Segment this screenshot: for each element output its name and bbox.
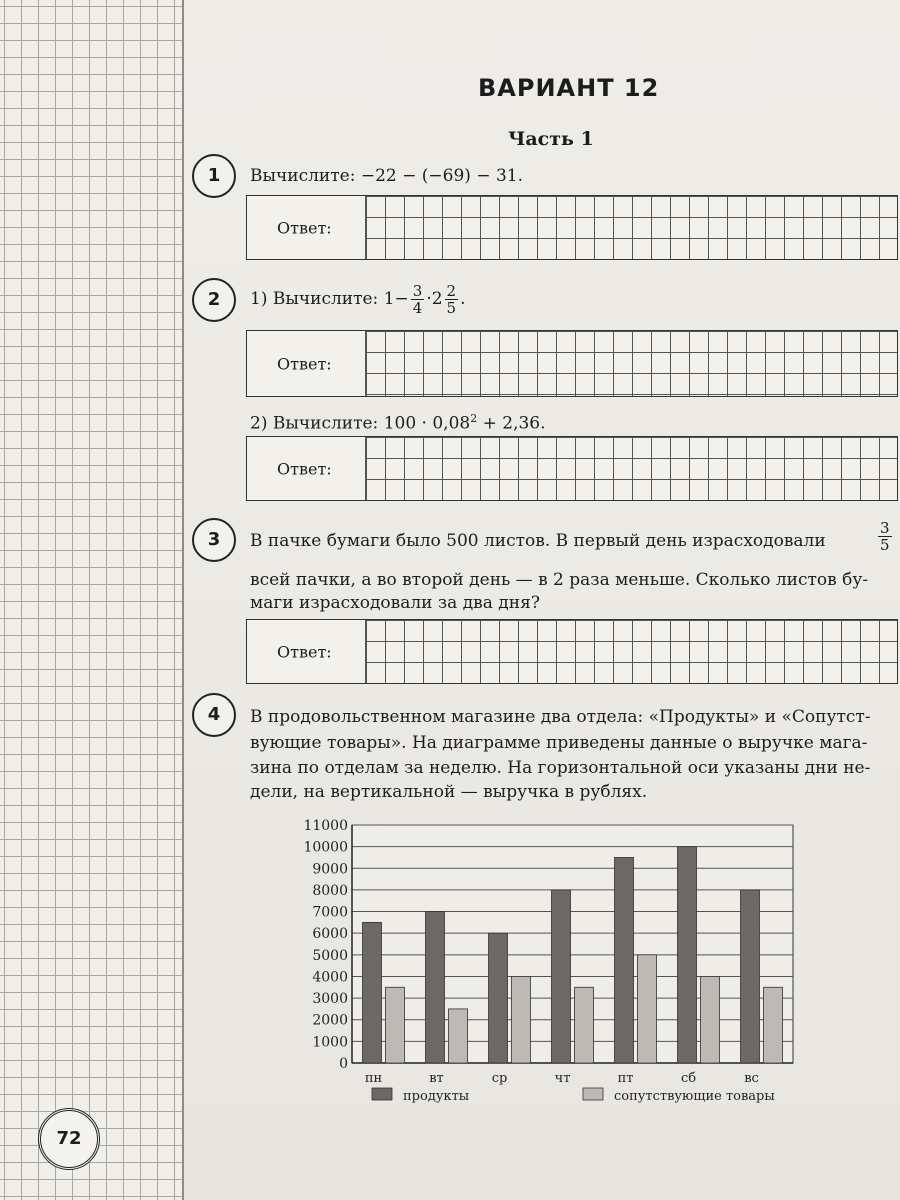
y-tick-label: 7000 [312,904,348,921]
task-1-text: Вычислите: −22 − (−69) − 31. [250,166,523,186]
fraction: $\frac{3}{4}$ [412,282,423,317]
task-4-number: 4 [192,693,236,737]
task-3-number: 3 [192,518,236,562]
task-2-1-answer-box[interactable] [246,330,898,397]
task-4-line3: зина по отделам за неделю. На горизонтальной оси указаны дни не- [250,758,871,778]
answer-cells[interactable] [365,331,897,396]
x-tick-label: пт [617,1071,634,1086]
task-3-line2: всей пачки, а во второй день — в 2 раза меньше. Сколько листов бу- [250,570,869,590]
x-tick-label: сб [680,1071,697,1086]
task-4-line4: дели, на вертикальной — выручка в рублях. [250,782,648,802]
task-2-part2: 2) Вычислите: $100 \cdot 0,08^2 + 2,36$. [250,412,546,434]
margin-grid [0,0,184,1200]
y-tick-label: 3000 [312,991,348,1008]
legend-label-related: сопутствующие товары [614,1089,775,1104]
y-tick-label: 5000 [312,947,348,964]
task-3-answer-box[interactable] [246,619,898,684]
bar-related-goods [386,987,405,1063]
bar-related-goods [701,976,720,1063]
task-2-part1-prefix: 1) Вычислите: 1− [250,289,409,309]
bar-products [678,847,697,1063]
task-3-line3: маги израсходовали за два дня? [250,593,540,613]
fraction: $\frac{2}{5}$ [446,282,457,317]
bar-products [741,890,760,1063]
answer-label: Ответ: [277,642,332,661]
task-2-number: 2 [192,278,236,322]
x-tick-label: ср [491,1071,508,1086]
x-tick-label: вс [744,1071,759,1086]
y-tick-label: 4000 [312,969,348,986]
x-tick-label: чт [554,1071,571,1086]
answer-cells[interactable] [365,620,897,683]
task-1-answer-box[interactable] [246,195,898,260]
answer-cells[interactable] [365,196,897,259]
bar-products [489,933,508,1063]
plot-area [352,825,793,1063]
y-tick-label: 1000 [312,1034,348,1051]
legend-swatch-products [372,1088,392,1100]
task-4-line1: В продовольственном магазине два отдела: «Продукты» и «Сопутст- [250,707,871,727]
y-tick-label: 11000 [303,818,348,834]
bar-related-goods [638,955,657,1063]
bar-related-goods [512,976,531,1063]
answer-cells[interactable] [365,437,897,500]
y-tick-label: 0 [339,1056,348,1072]
y-tick-label: 2000 [312,1012,348,1029]
y-tick-label: 10000 [303,839,348,856]
bar-related-goods [764,987,783,1063]
answer-label: Ответ: [277,218,332,237]
legend-swatch-related [583,1088,603,1100]
task-4-line2: вующие товары». На диаграмме приведены данные о выручке мага- [250,733,868,753]
task-2-2-answer-box[interactable] [246,436,898,501]
bar-related-goods [575,987,594,1063]
bar-products [615,857,634,1063]
legend-label-products: продукты [403,1089,470,1104]
bar-related-goods [449,1009,468,1063]
task-1-number: 1 [192,154,236,198]
x-tick-label: пн [364,1071,383,1086]
bar-products [426,912,445,1063]
task-2-part1: 1) Вычислите: 1− $\frac{3}{4}$ ·2 $\frac{2}{5}$ . [250,282,466,317]
variant-title: ВАРИАНТ 12 [478,74,660,102]
y-tick-label: 8000 [312,882,348,899]
answer-label: Ответ: [277,459,332,478]
y-tick-label: 6000 [312,926,348,943]
part-title: Часть 1 [508,128,594,150]
task-3-line1: В пачке бумаги было 500 листов. В первый день израсходовали [250,531,826,551]
x-tick-label: вт [429,1071,444,1086]
page-number: 72 [38,1108,100,1170]
bar-products [552,890,571,1063]
y-tick-label: 9000 [312,861,348,878]
task-3-fraction: $\frac{3}{5}$ [880,519,890,554]
answer-label: Ответ: [277,354,332,373]
bar-products [363,922,382,1063]
